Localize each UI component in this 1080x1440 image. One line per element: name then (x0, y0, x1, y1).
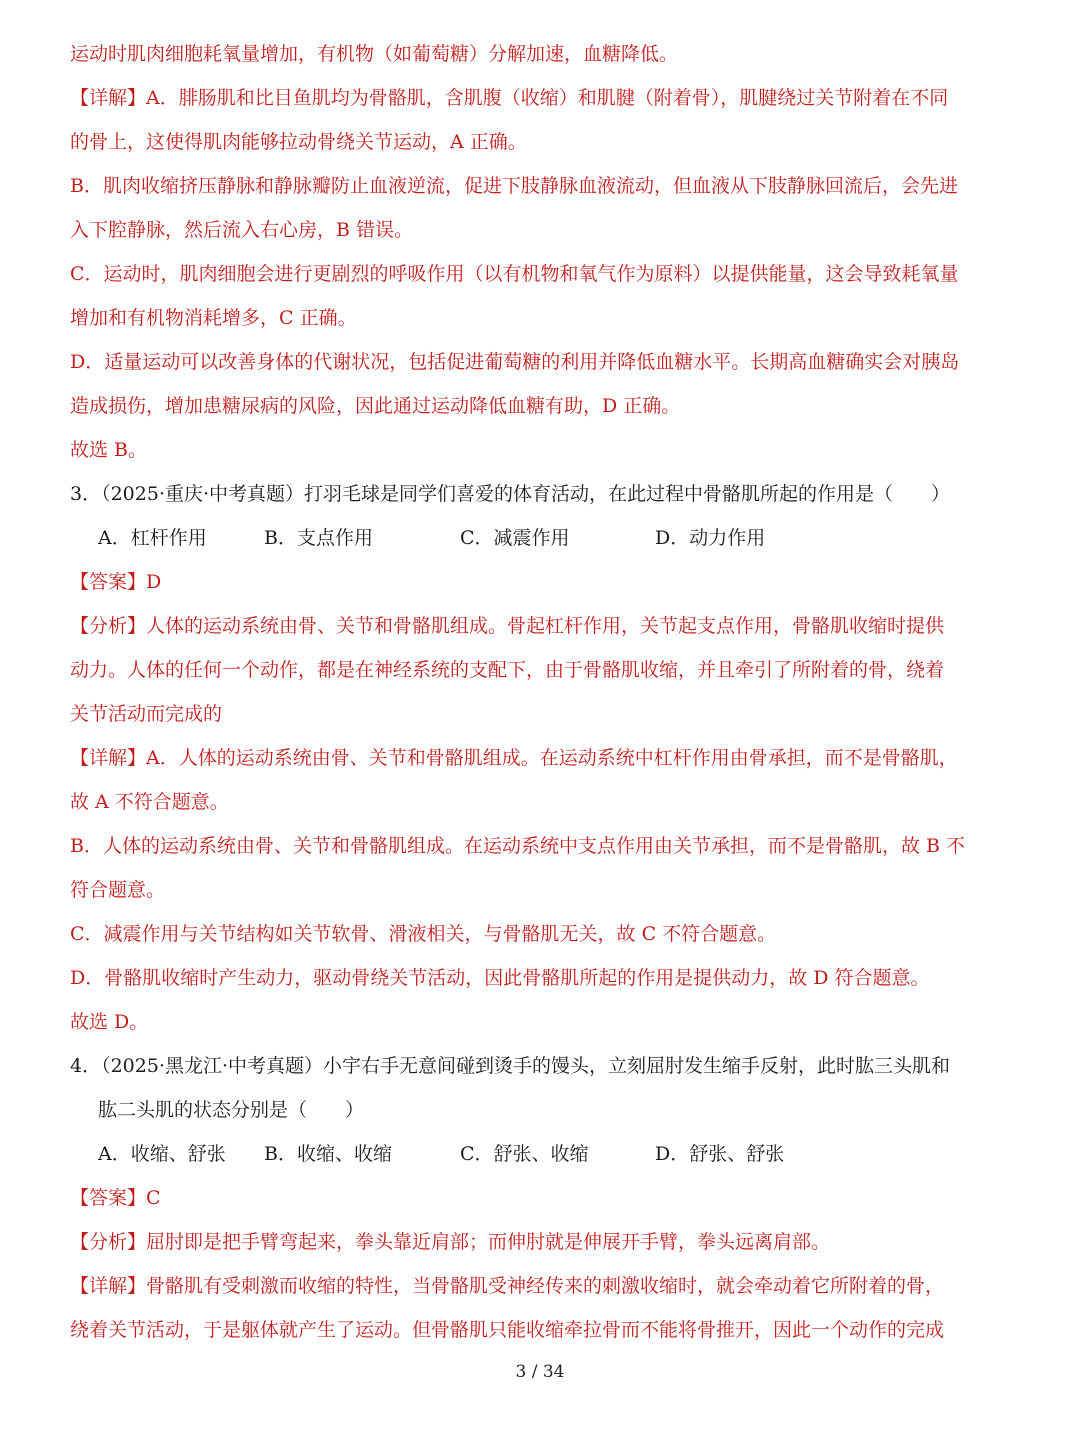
option-a: A．收缩、舒张 (98, 1143, 226, 1165)
detail-line: B．人体的运动系统由骨、关节和骨骼肌组成。在运动系统中支点作用由关节承担，而不是骨骼肌，故 B 不 (70, 835, 966, 857)
option-d: D．动力作用 (655, 527, 766, 549)
option-b: B．支点作用 (264, 527, 373, 549)
detail-line: 的骨上，这使得肌肉能够拉动骨绕关节运动，A 正确。 (70, 131, 527, 153)
detail-line: 绕着关节活动，于是躯体就产生了运动。但骨骼肌只能收缩牵拉骨而不能将骨推开，因此一个动作的完成 (70, 1319, 945, 1341)
detail-line: C．运动时，肌肉细胞会进行更剧烈的呼吸作用（以有机物和氧气作为原料）以提供能量，这会导致耗氧量 (70, 263, 959, 285)
analysis-line: 动力。人体的任何一个动作，都是在神经系统的支配下，由于骨骼肌收缩，并且牵引了所附着的骨，绕着 (70, 659, 945, 681)
question-3-stem: 3．（2025·重庆·中考真题）打羽毛球是同学们喜爱的体育活动，在此过程中骨骼肌所起的作用是（ ） (70, 483, 951, 505)
analysis-line: 【分析】人体的运动系统由骨、关节和骨骼肌组成。骨起杠杆作用，关节起支点作用，骨骼肌收缩时提供 (70, 615, 945, 637)
page-number: 3 / 34 (515, 1362, 565, 1382)
detail-line: D．骨骼肌收缩时产生动力，驱动骨绕关节活动，因此骨骼肌所起的作用是提供动力，故 D 符合题意。 (70, 967, 930, 989)
detail-line: 增加和有机物消耗增多，C 正确。 (70, 307, 357, 329)
explanation-line: 运动时肌肉细胞耗氧量增加，有机物（如葡萄糖）分解加速，血糖降低。 (70, 43, 679, 65)
question-4-stem: 4．（2025·黑龙江·中考真题）小宇右手无意间碰到烫手的馒头，立刻屈肘发生缩手反射，此时肱三头肌和 (70, 1055, 951, 1077)
answer-line: 【答案】C (70, 1187, 161, 1209)
option-a: A．杠杆作用 (98, 527, 207, 549)
option-d: D．舒张、舒张 (655, 1143, 785, 1165)
detail-line: 符合题意。 (70, 879, 166, 901)
analysis-line: 关节活动而完成的 (70, 703, 223, 725)
detail-line: B．肌肉收缩挤压静脉和静脉瓣防止血液逆流，促进下肢静脉血液流动，但血液从下肢静脉回流后，会先进 (70, 175, 958, 197)
question-3-options (98, 525, 998, 551)
detail-line: 入下腔静脉，然后流入右心房，B 错误。 (70, 219, 414, 241)
question-4-stem: 肱二头肌的状态分别是（ ） (98, 1099, 365, 1121)
detail-line: 【详解】骨骼肌有受刺激而收缩的特性，当骨骼肌受神经传来的刺激收缩时，就会牵动着它所附着的骨， (70, 1275, 945, 1297)
option-b: B．收缩、收缩 (264, 1143, 392, 1165)
analysis-line: 【分析】屈肘即是把手臂弯起来，拳头靠近肩部；而伸肘就是伸展开手臂，拳头远离肩部。 (70, 1231, 831, 1253)
option-c: C．舒张、收缩 (460, 1143, 589, 1165)
detail-line: D．适量运动可以改善身体的代谢状况，包括促进葡萄糖的利用并降低血糖水平。长期高血糖确实会对胰岛 (70, 351, 960, 373)
detail-line: 【详解】A．腓肠肌和比目鱼肌均为骨骼肌，含肌腹（收缩）和肌腱（附着骨），肌腱绕过关节附着在不同 (70, 87, 949, 109)
conclusion-line: 故选 B。 (70, 439, 148, 461)
detail-line: 造成损伤，增加患糖尿病的风险，因此通过运动降低血糖有助，D 正确。 (70, 395, 681, 417)
detail-line: C．减震作用与关节结构如关节软骨、滑液相关，与骨骼肌无关，故 C 不符合题意。 (70, 923, 777, 945)
option-c: C．减震作用 (460, 527, 570, 549)
detail-line: 故 A 不符合题意。 (70, 791, 229, 813)
question-4-options (98, 1141, 998, 1167)
detail-line: 【详解】A．人体的运动系统由骨、关节和骨骼肌组成。在运动系统中杠杆作用由骨承担，而不是骨骼肌， (70, 747, 958, 769)
answer-line: 【答案】D (70, 571, 162, 593)
conclusion-line: 故选 D。 (70, 1011, 149, 1033)
